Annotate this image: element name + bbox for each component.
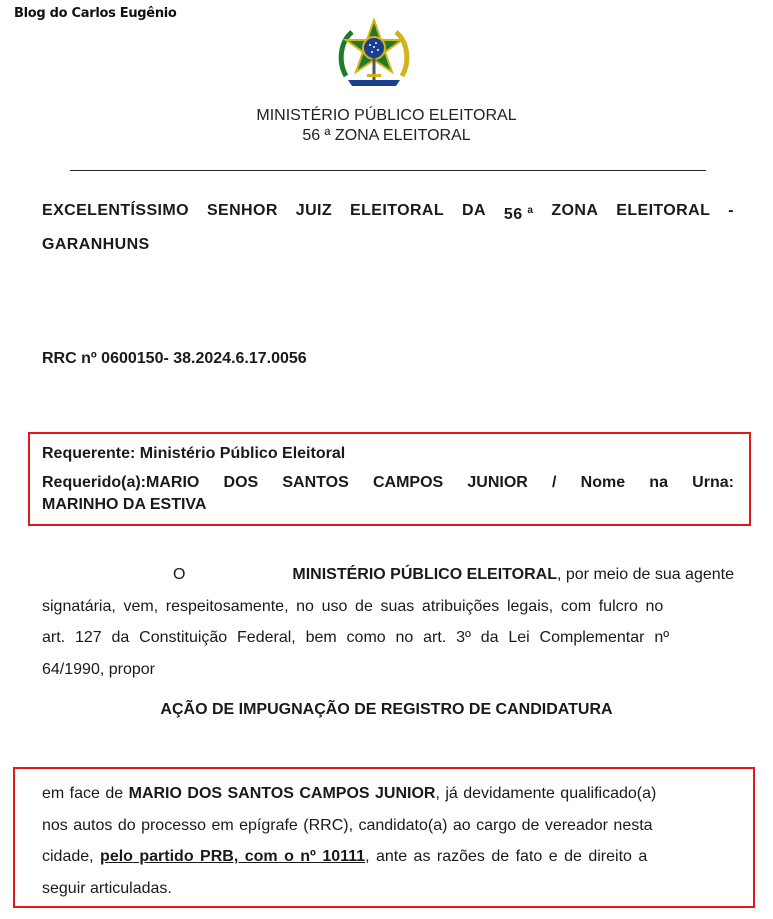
requerido-word: SANTOS	[282, 474, 349, 491]
requerido-line	[42, 471, 734, 494]
zone-number: 56	[503, 206, 523, 223]
face-text: seguir articuladas.	[42, 879, 172, 897]
requerido-word: JUNIOR	[467, 474, 528, 491]
face-candidate-name: MARIO DOS SANTOS CAMPOS JUNIOR	[128, 785, 436, 802]
intro-line-2	[42, 591, 734, 623]
addressee	[42, 196, 734, 260]
face-text: em face de	[42, 785, 124, 802]
intro-paragraph	[42, 559, 734, 685]
intro-text: signatária, vem, respeitosamente, no uso de suas atribuições legais, com fulcro no	[42, 597, 664, 615]
intro-text: 64/1990, propor	[42, 660, 155, 678]
header-zone: 56 ª ZONA ELEITORAL	[302, 127, 471, 144]
face-text: , ante as razões de fato e de direito a	[365, 848, 648, 865]
face-party-underlined: pelo partido PRB, com o nº 10111	[100, 848, 366, 865]
rrc-number: RRC nº 0600150- 38.2024.6.17.0056	[42, 350, 307, 367]
requerido-word: na	[649, 474, 668, 491]
zone-ordinal: a	[527, 205, 534, 216]
intro-line-1	[42, 559, 734, 591]
addressee-word: JUIZ	[295, 202, 333, 219]
face-line-3-content	[42, 841, 647, 873]
face-line-3	[42, 841, 734, 873]
brazil-coat-of-arms-icon	[336, 18, 412, 90]
requerido-word: CAMPOS	[372, 474, 444, 491]
addressee-word: EXCELENTÍSSIMO	[42, 202, 189, 219]
addressee-city: GARANHUNS	[42, 236, 150, 253]
intro-line-3	[42, 622, 734, 654]
parties-block	[42, 442, 734, 515]
header-ministry: MINISTÉRIO PÚBLICO ELEITORAL	[256, 107, 517, 124]
intro-word: O	[173, 566, 186, 583]
requerente: Requerente: Ministério Público Eleitoral	[42, 445, 346, 462]
intro-rest: , por meio de sua agente	[556, 566, 734, 583]
addressee-word: ZONA	[551, 202, 599, 219]
addressee-zone-number	[504, 196, 533, 230]
face-paragraph	[42, 778, 734, 904]
face-text: , já devidamente qualificado(a)	[435, 785, 657, 802]
face-text: cidade,	[42, 848, 94, 865]
face-line-4	[42, 873, 734, 905]
addressee-word: SENHOR	[206, 202, 278, 219]
face-line-1-content	[42, 778, 656, 810]
addressee-word: ELEITORAL	[350, 202, 445, 219]
face-line-2	[42, 810, 734, 842]
blog-watermark: Blog do Carlos Eugênio	[14, 6, 177, 21]
addressee-word: DA	[462, 202, 486, 219]
intro-ministry-phrase	[292, 559, 734, 591]
action-title: AÇÃO DE IMPUGNAÇÃO DE REGISTRO DE CANDIDATURA	[160, 701, 613, 718]
requerido-word: DOS	[223, 474, 259, 491]
requerido-word: Urna:	[692, 474, 734, 491]
intro-text: art. 127 da Constituição Federal, bem como no art. 3º da Lei Complementar nº	[42, 629, 670, 646]
intro-ministry-bold: MINISTÉRIO PÚBLICO ELEITORAL	[292, 566, 557, 583]
face-line-1	[42, 778, 734, 810]
requerido-word: Requerido(a):MARIO	[42, 474, 200, 491]
header-divider	[70, 170, 706, 171]
addressee-word: -	[728, 202, 734, 219]
requerido-word: /	[552, 474, 557, 491]
addressee-word: ELEITORAL	[616, 202, 711, 219]
requerido-word: Nome	[580, 474, 626, 491]
face-text: nos autos do processo em epígrafe (RRC), candidato(a) ao cargo de vereador nesta	[42, 816, 653, 834]
intro-line-4	[42, 654, 734, 686]
nome-na-urna: MARINHO DA ESTIVA	[42, 496, 207, 513]
